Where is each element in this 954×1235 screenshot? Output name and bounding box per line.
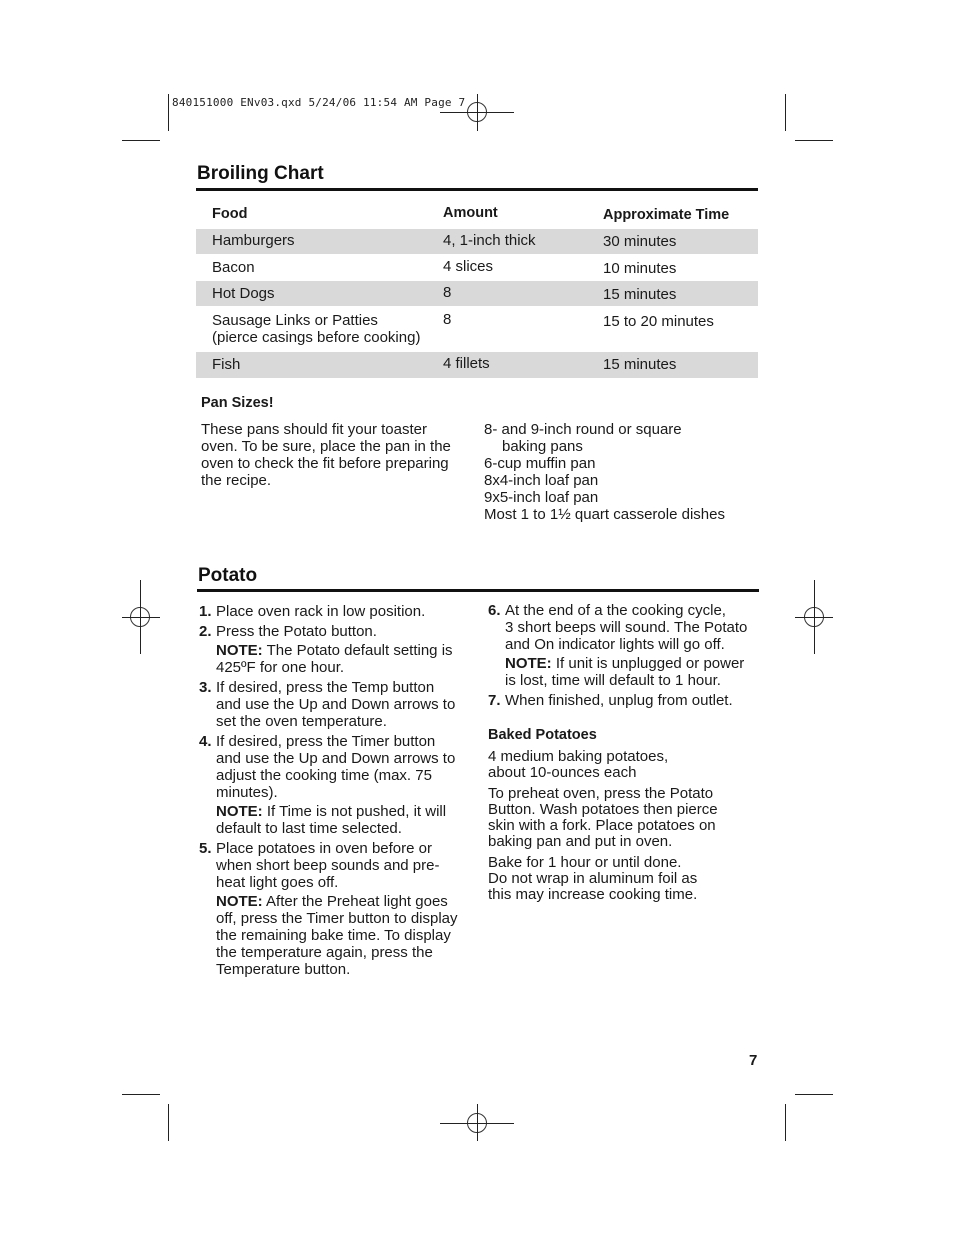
step-item: 7. When finished, unplug from outlet. bbox=[488, 692, 733, 709]
time-cell: 15 minutes bbox=[603, 356, 677, 373]
recipe-bake: Bake for 1 hour or until done. Do not wrap in aluminum foil as this may increase cooking time. bbox=[488, 854, 698, 903]
food-cell: Hamburgers bbox=[212, 232, 295, 249]
food-cell-note: (pierce casings before cooking) bbox=[212, 329, 421, 346]
food-cell: Bacon bbox=[212, 259, 255, 276]
table-row bbox=[196, 352, 758, 378]
pan-sizes-list bbox=[484, 421, 754, 523]
section-rule bbox=[196, 188, 758, 191]
table-row bbox=[196, 281, 758, 306]
column-header-amount: Amount bbox=[443, 205, 498, 221]
step-item: 6. At the end of a the cooking cycle, 3 short beeps will sound. The Potato and On indicator lights will go off. NOTE: If unit is unplugged or power is lost, time will default to 1 hour. bbox=[488, 602, 748, 689]
table-row bbox=[196, 254, 758, 281]
step-item: 3. If desired, press the Temp button and use the Up and Down arrows to set the oven temperature. bbox=[199, 679, 456, 730]
list-item: 6-cup muffin pan bbox=[484, 455, 596, 472]
list-item: 8x4-inch loaf pan bbox=[484, 472, 599, 489]
recipe-title: Baked Potatoes bbox=[488, 727, 597, 743]
table-row bbox=[196, 306, 758, 352]
column-header-food: Food bbox=[212, 206, 248, 222]
time-cell: 30 minutes bbox=[603, 233, 677, 250]
recipe-prep: To preheat oven, press the Potato Button. Wash potatoes then pierce skin with a fork. Place potatoes on baking pan and put in oven. bbox=[488, 785, 718, 850]
food-cell: Hot Dogs bbox=[212, 285, 275, 302]
list-item: 8- and 9-inch round or square bbox=[484, 421, 682, 438]
amount-cell: 8 bbox=[443, 311, 452, 328]
time-cell: 10 minutes bbox=[603, 260, 677, 277]
print-slug: 840151000 ENv03.qxd 5/24/06 11:54 AM Page 7 bbox=[172, 96, 466, 109]
recipe-ingredients: 4 medium baking potatoes, about 10-ounces each bbox=[488, 748, 669, 781]
amount-cell: 4 slices bbox=[443, 258, 494, 275]
amount-cell: 4, 1-inch thick bbox=[443, 232, 536, 249]
potato-steps-right bbox=[488, 602, 763, 712]
pan-sizes-title: Pan Sizes! bbox=[201, 395, 274, 411]
list-item: 9x5-inch loaf pan bbox=[484, 489, 599, 506]
list-item: Most 1 to 1½ quart casserole dishes bbox=[484, 506, 725, 523]
list-item-continued: baking pans bbox=[502, 438, 583, 455]
section-rule bbox=[197, 589, 759, 592]
amount-cell: 4 fillets bbox=[443, 355, 490, 372]
column-header-time: Approximate Time bbox=[603, 207, 730, 223]
step-item: 2. Press the Potato button. NOTE: The Potato default setting is 425ºF for one hour. bbox=[199, 623, 453, 676]
food-cell: Sausage Links or Patties bbox=[212, 312, 378, 329]
potato-steps-left bbox=[199, 603, 474, 981]
broiling-chart-title: Broiling Chart bbox=[197, 163, 324, 184]
amount-cell: 8 bbox=[443, 284, 452, 301]
step-item: 5. Place potatoes in oven before or when short beep sounds and pre- heat light goes off. NOTE: After the Preheat light goes off, press the Timer button to display the remaining bake time. To display the temperature again, press the Temperature button. bbox=[199, 840, 458, 978]
pan-sizes-intro: These pans should fit your toaster oven. To be sure, place the pan in the oven to check the fit before preparing the recipe. bbox=[201, 421, 451, 489]
step-item: 1. Place oven rack in low position. bbox=[199, 603, 426, 620]
time-cell: 15 minutes bbox=[603, 286, 677, 303]
time-cell: 15 to 20 minutes bbox=[603, 313, 714, 330]
potato-title: Potato bbox=[198, 565, 258, 586]
page-number: 7 bbox=[749, 1052, 758, 1069]
step-item: 4. If desired, press the Timer button and use the Up and Down arrows to adjust the cooking time (max. 75 minutes). NOTE: If Time is not pushed, it will default to last time selected. bbox=[199, 733, 456, 837]
food-cell: Fish bbox=[212, 356, 241, 373]
table-row bbox=[196, 229, 758, 254]
